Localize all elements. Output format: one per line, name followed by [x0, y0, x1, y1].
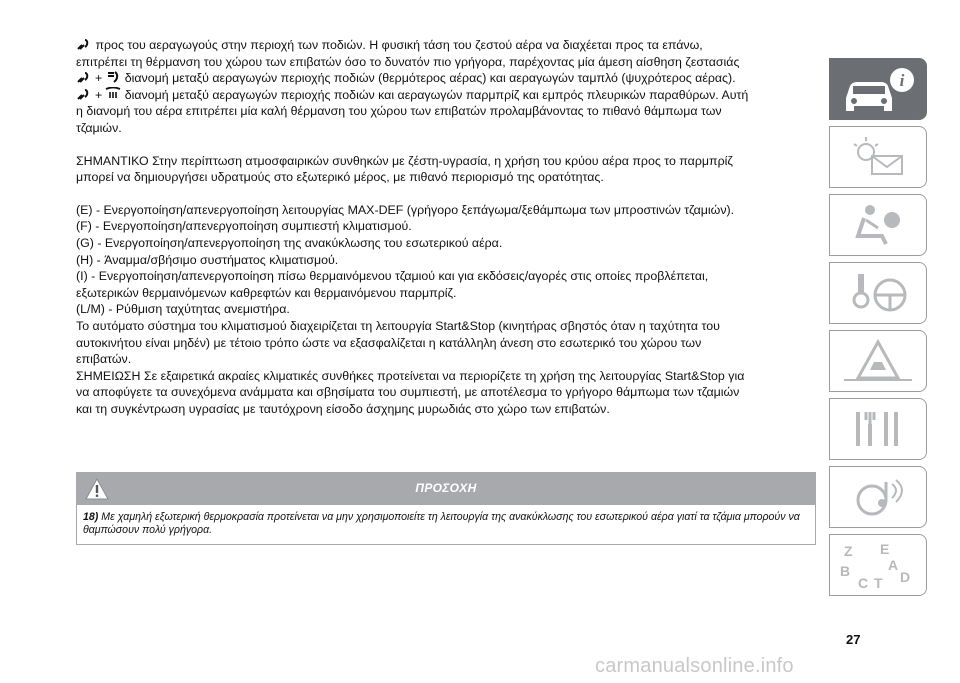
page-number: 27 [846, 632, 861, 647]
list-item: εξωτερικών θερμαινόμενων καθρεφτών και θερμαινόμενου παρμπρίζ. [76, 285, 457, 300]
svg-text:i: i [899, 71, 905, 90]
index-letter: T [874, 575, 883, 590]
car-info-icon [838, 64, 918, 114]
warning-box [76, 472, 816, 545]
list-item: αυτοκινήτου είναι μηδέν) με τέτοιο τρόπο ώστε να εξασφαλίζεται η κατάλληλη άνεση στο εσωτερικό του χώρου των [76, 335, 702, 350]
list-item: (F) - Ενεργοποίηση/απενεργοποίηση συμπιεστή κλιματισμού. [76, 219, 412, 234]
index-letter: B [840, 563, 851, 579]
paragraph-line: + διανομή μεταξύ αεραγωγών περιοχής ποδιών (θερμότερος αέρας) και αεραγωγών ταμπλό (ψυχρότερος αέρας). [76, 70, 816, 87]
foot-airflow-icon [76, 70, 92, 84]
tab-alphabet-index[interactable] [829, 534, 927, 596]
tab-key-steering[interactable] [829, 262, 927, 324]
paragraph-line: + διανομή μεταξύ αεραγωγών περιοχής ποδιών και αεραγωγών παρμπρίζ και εμπρός πλευρικών παραθύρων. Αυτή [76, 87, 816, 104]
body-text [76, 37, 816, 417]
tab-warning-lights[interactable] [829, 126, 927, 188]
list-item: (G) - Ενεργοποίηση/απενεργοποίηση της ανακύκλωσης του εσωτερικού αέρα. [76, 235, 503, 250]
index-letter: D [900, 569, 911, 585]
list-item: και τη συγκέντρωση υγρασίας με ταυτόχρονη είσοδο άσχημης μυρωδιάς στο χώρο των επιβατών. [76, 401, 610, 416]
paragraph-line: προς του αεραγωγούς στην περιοχή των ποδιών. Η φυσική τάση του ζεστού αέρα να διαχέεται προς τα επάνω, [76, 37, 816, 54]
foot-airflow-icon [76, 87, 92, 101]
tools-icon [838, 404, 918, 454]
tab-car-info[interactable] [829, 58, 927, 120]
important-note: ΣΗΜΑΝΤΙΚΟ Στην περίπτωση ατμοσφαιρικών συνθηκών με ζέστη-υγρασία, η χρήση του κρύου αέρα προς το παρμπρίζ [76, 153, 733, 168]
alphabet-index-icon [838, 540, 918, 590]
warning-title: ΠΡΟΣΟΧΗ [415, 481, 477, 495]
list-item: να αποφύγετε τα συνεχόμενα ανάμματα και σβησίματα του συμπιεστή, με αποτέλεσμα το γρήγορο θάμπωμα των τζαμιών [76, 385, 740, 400]
index-letter: A [888, 557, 899, 573]
warning-header [76, 472, 816, 505]
airbag-seat-icon [838, 200, 918, 250]
important-note: μπορεί να δημιουργήσει υδρατμούς στο εξωτερικό μέρος, με πιθανό περιορισμό της ορατότητας. [76, 170, 604, 185]
list-item: (E) - Ενεργοποίηση/απενεργοποίηση λειτουργίας MAX-DEF (γρήγορο ξεπάγωμα/ξεθάμπωμα των μπροστινών τζαμιών). [76, 202, 735, 217]
watermark-text: carmanualsonline.info [595, 655, 794, 677]
dashboard-airflow-icon [105, 70, 121, 84]
list-item: επιβατών. [76, 352, 132, 367]
index-letter: Z [844, 543, 853, 559]
windshield-airflow-icon [105, 87, 121, 101]
warning-ref: 18) [83, 511, 99, 523]
tab-multimedia[interactable] [829, 466, 927, 528]
list-item: (L/M) - Ρύθμιση ταχύτητας ανεμιστήρα. [76, 302, 290, 317]
multimedia-icon [838, 472, 918, 522]
tab-road-warning[interactable] [829, 330, 927, 392]
tab-airbag-seat[interactable] [829, 194, 927, 256]
list-item: (H) - Άναμμα/σβήσιμο συστήματος κλιματισμού. [76, 252, 339, 267]
chapter-sidebar [829, 58, 927, 602]
list-item: (I) - Ενεργοποίηση/απενεργοποίηση πίσω θερμαινόμενου τζαμιού και για εκδόσεις/αγορές στις οποίες προβλέπεται, [76, 269, 709, 284]
list-item: Το αυτόματο σύστημα του κλιματισμού διαχειρίζεται τη λειτουργία Start&Stop (κινητήρας σβηστός όταν η ταχύτητα του [76, 318, 720, 333]
foot-airflow-icon [76, 37, 92, 51]
paragraph-line: επιτρέπει τη θέρμανση του χώρου των επιβατών όσο το δυνατόν πιο γρήγορα, παρέχοντας μία άμεση αίσθηση ζεστασιάς [76, 54, 740, 69]
key-steering-icon [838, 268, 918, 318]
paragraph-line: η διανομή του αέρα επιτρέπει μία καλή θέρμανση του χώρου των επιβατών προλαμβάνοντας το πιθανό θάμπωμα των [76, 104, 722, 119]
index-letter: C [858, 575, 869, 590]
road-warning-icon [838, 336, 918, 386]
tab-tools[interactable] [829, 398, 927, 460]
list-item: ΣΗΜΕΙΩΣΗ Σε εξαιρετικά ακραίες κλιματικές συνθήκες προτείνεται να περιορίζετε τη χρήση της λειτουργίας Start&Stop για [76, 368, 745, 383]
warning-lights-icon [838, 132, 918, 182]
paragraph-line: τζαμιών. [76, 120, 122, 135]
index-letter: E [880, 541, 890, 557]
warning-text: 18) Με χαμηλή εξωτερική θερμοκρασία προτείνεται να μην χρησιμοποιείτε τη λειτουργία της ανακύκλωσης του εσωτερικού αέρα γιατί τα τζάμια μπορούν να θαμπώσουν πολύ γρήγορα. [76, 505, 816, 545]
